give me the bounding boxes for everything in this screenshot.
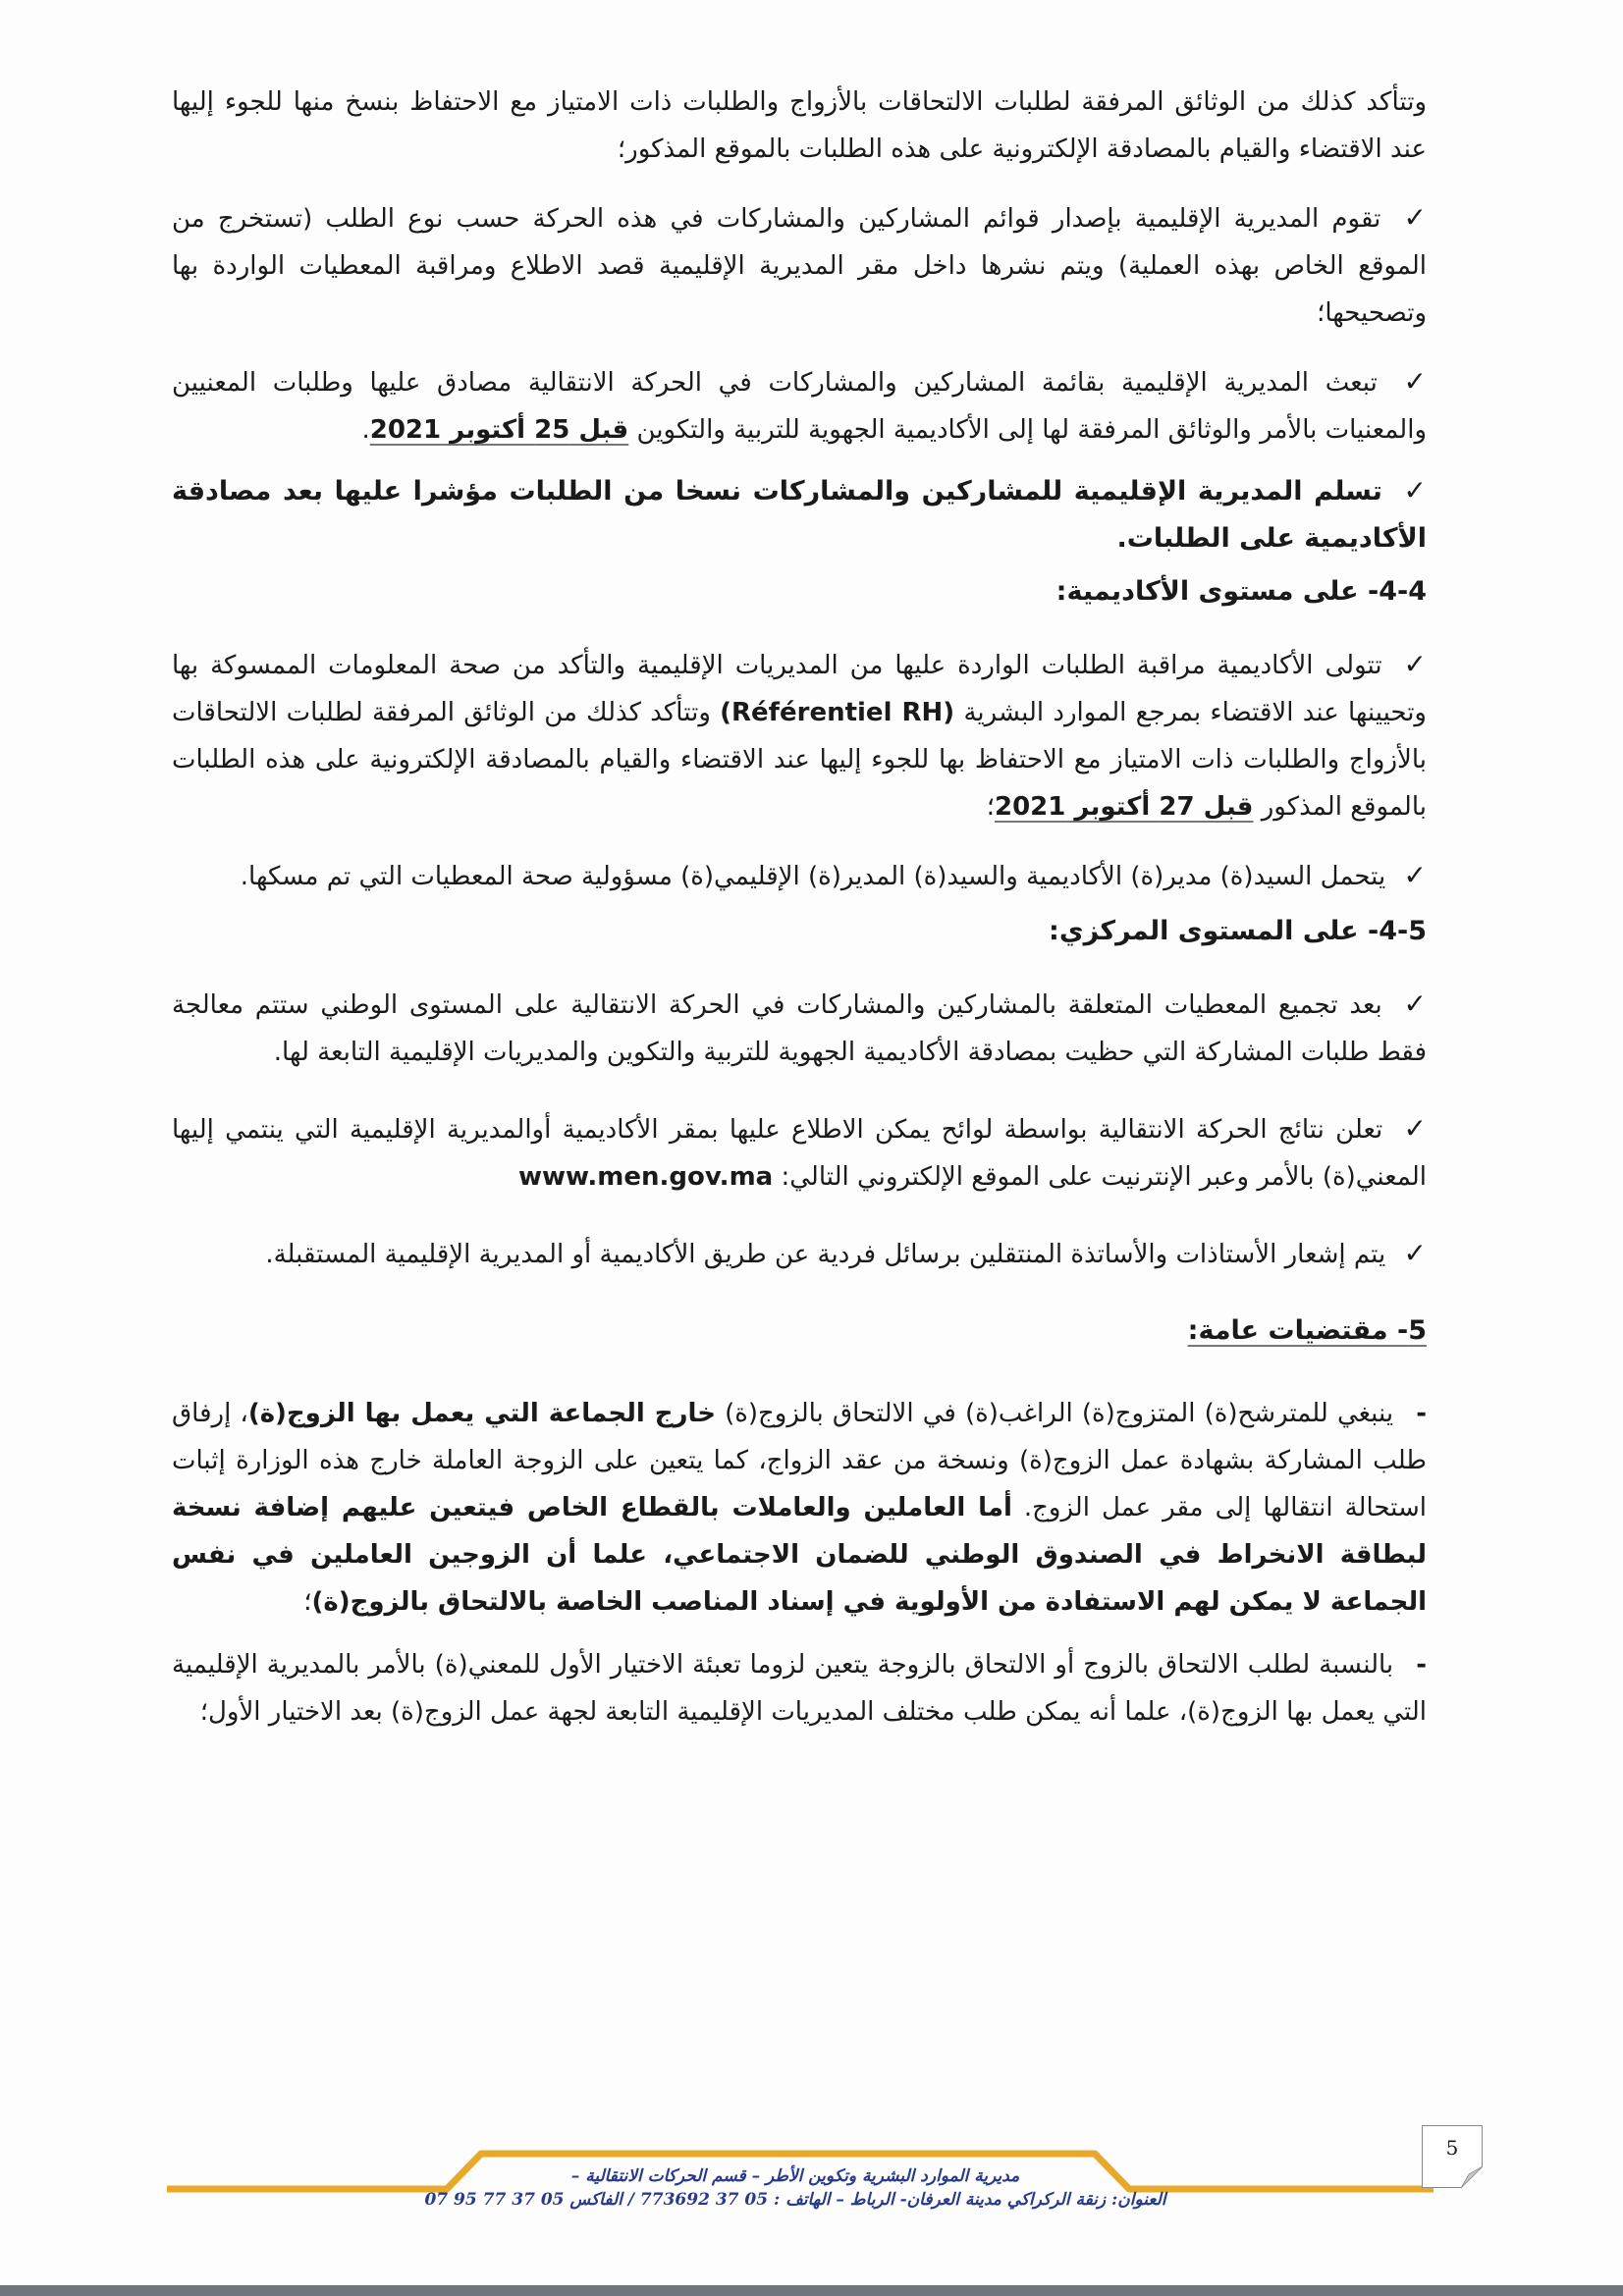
section-heading-4-4: 4-4- على مستوى الأكاديمية: — [1055, 576, 1427, 607]
item-text-after: وتتأكد كذلك من الوثائق المرفقة لطلبات الالتحاقات بالأزواج والطلبات ذات الامتياز مع الاحتفاظ بها للجوء إليها عند الاقتضاء والقيام بالمصادقة الإلكترونية على هذه الطلبات بالموقع المذكور — [172, 698, 1427, 822]
list-item — [172, 194, 1427, 337]
item-text: تعلن نتائج الحركة الانتقالية بواسطة لوائح يمكن الاطلاع عليها بمقر الأكاديمية أوالمديرية الإقليمية التي ينتمي إليها المعني(ة) بالأمر وعبر الإنترنيت على الموقع الإلكتروني التالي: — [172, 1115, 1427, 1192]
section-heading-4-5: 4-5- على المستوى المركزي: — [1049, 916, 1427, 946]
page-number: 5 — [1445, 2136, 1459, 2160]
item-end: . — [361, 415, 370, 445]
checkmark-icon: ✓ — [1403, 988, 1428, 1020]
page-curl-icon — [1461, 2166, 1483, 2188]
section-heading-5: 5- مقتضيات عامة: — [1187, 1315, 1427, 1346]
list-item — [172, 641, 1427, 830]
checkmark-icon: ✓ — [1403, 1112, 1427, 1145]
footer-department: مديرية الموارد البشرية وتكوين الأطر – قسم الحركات الانتقالية – — [570, 2166, 1020, 2186]
item-text: بعد تجميع المعطيات المتعلقة بالمشاركين والمشاركات في الحركة الانتقالية على المستوى الوطني ستتم معالجة فقط طلبات المشاركة التي حظيت بمصادقة الأكاديمية الجهوية للتربية والتكوين والمديريات الإقليمية التابعة لها. — [172, 990, 1427, 1067]
website-link[interactable]: www.men.gov.ma — [518, 1162, 774, 1192]
item-text: تبعث المديرية الإقليمية بقائمة المشاركين والمشاركات في الحركة الانتقالية مصادق عليها وطلبات المعنيين والمعنيات بالأمر والوثائق المرفقة لها إلى الأكاديمية الجهوية للتربية والتكوين — [172, 368, 1427, 445]
checkmark-icon: ✓ — [1403, 474, 1427, 507]
list-item — [172, 1105, 1427, 1201]
item-bold-text: خارج الجماعة التي يعمل بها الزوج(ة) — [247, 1399, 716, 1428]
checkmark-icon: ✓ — [1403, 365, 1427, 398]
item-end: ؛ — [986, 792, 995, 822]
page-number-box — [1422, 2125, 1483, 2188]
list-item — [172, 981, 1427, 1076]
item-bold-text: أما العاملين والعاملات بالقطاع الخاص فيتعين عليهم إضافة نسخة لبطاقة الانخراط في الصندوق الوطني للضمان الاجتماعي، علما أن الزوجين العاملين في نفس الجماعة لا يمكن لهم الاستفادة من الأولوية في إسناد المناصب الخاصة بالالتحاق بالزوج(ة) — [172, 1493, 1427, 1617]
referentiel-rh: (Référentiel RH) — [720, 698, 955, 727]
checkmark-icon: ✓ — [1403, 201, 1428, 234]
item-text: ينبغي للمترشح(ة) المتزوج(ة) الراغب(ة) في الالتحاق بالزوج(ة) — [725, 1399, 1394, 1428]
dash-bullet-icon: - — [1416, 1650, 1428, 1680]
list-item — [172, 1230, 1427, 1278]
checkmark-icon: ✓ — [1403, 1237, 1427, 1269]
footer-contact: العنوان: زنقة الركراكي مدينة العرفان- الرباط – الهاتف : 05 37 773692 / الفاكس 05 37 77 95 07 — [424, 2190, 1166, 2210]
item-end: ؛ — [303, 1587, 312, 1617]
deadline-date: قبل 25 أكتوبر 2021 — [369, 415, 629, 445]
list-item — [172, 358, 1427, 454]
footer-address — [412, 2164, 1178, 2212]
list-item — [172, 1641, 1427, 1735]
scan-bottom-edge — [0, 2285, 1623, 2296]
item-text: يتحمل السيد(ة) مدير(ة) الأكاديمية والسيد(ة) المدير(ة) الإقليمي(ة) مسؤولية صحة المعطيات التي تم مسكها. — [240, 862, 1386, 891]
checkmark-icon: ✓ — [1403, 648, 1428, 680]
item-text: يتم إشعار الأستاذات والأساتذة المنتقلين برسائل فردية عن طريق الأكاديمية أو المديرية الإقليمية المستقبلة. — [265, 1240, 1386, 1269]
item-text: تتولى الأكاديمية مراقبة الطلبات الواردة عليها من المديريات الإقليمية والتأكد من صحة المعلومات الممسوكة بها وتحيينها عند الاقتضاء بمرجع الموارد البشرية — [172, 651, 1427, 727]
dash-bullet-icon: - — [1416, 1399, 1428, 1428]
checkmark-icon: ✓ — [1403, 859, 1427, 891]
intro-paragraph: وتتأكد كذلك من الوثائق المرفقة لطلبات الالتحاقات بالأزواج والطلبات ذات الامتياز مع الاحتفاظ بنسخ منها للجوء إليها عند الاقتضاء والقيام بالمصادقة الإلكترونية على هذه الطلبات بالموقع المذكور؛ — [172, 87, 1427, 164]
deadline-date: قبل 27 أكتوبر 2021 — [995, 792, 1254, 822]
item-text: بالنسبة لطلب الالتحاق بالزوج أو الالتحاق بالزوجة يتعين لزوما تعبئة الاختيار الأول للمعني(ة) بالأمر بالمديرية الإقليمية التي يعمل بها الزوج(ة)، علما أنه يمكن طلب مختلف المديريات الإقليمية التابعة لجهة عمل الزوج(ة) بعد الاختيار الأول؛ — [172, 1650, 1427, 1727]
item-text: تسلم المديرية الإقليمية للمشاركين والمشاركات نسخا من الطلبات مؤشرا عليها بعد مصادقة الأكاديمية على الطلبات. — [172, 476, 1427, 554]
document-body — [172, 79, 1427, 1735]
list-item — [172, 1390, 1427, 1626]
item-text: ، إرفاق طلب المشاركة بشهادة عمل الزوج(ة) ونسخة من عقد الزواج، كما يتعين على الزوجة العاملة خارج هذه الوزارة إثبات استحالة انتقالها إلى مقر عمل الزوج. — [172, 1399, 1428, 1522]
list-item — [172, 852, 1427, 900]
list-item — [172, 467, 1427, 562]
item-text: تقوم المديرية الإقليمية بإصدار قوائم المشاركين والمشاركات في هذه الحركة حسب نوع الطلب (تستخرج من الموقع الخاص بهذه العملية) ويتم نشرها داخل مقر المديرية الإقليمية قصد الاطلاع ومراقبة المعطيات الواردة بها وتصحيحها؛ — [172, 204, 1427, 328]
